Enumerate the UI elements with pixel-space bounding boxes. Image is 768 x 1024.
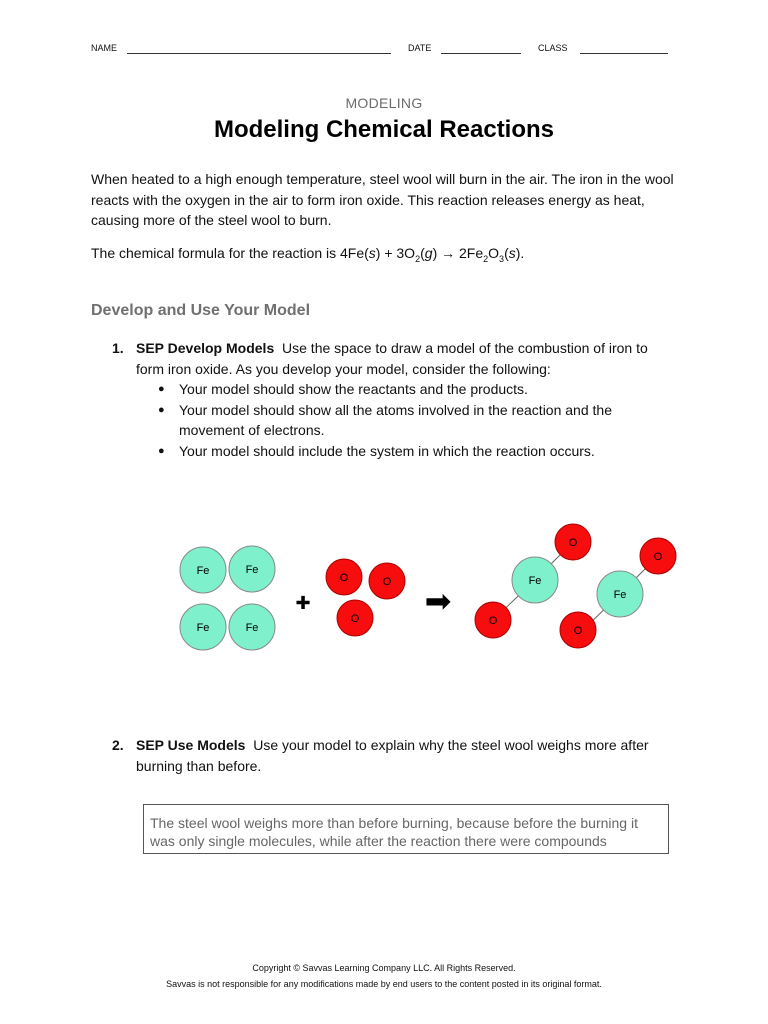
intro-paragraph: When heated to a high enough temperature, steel wool will burn in the air. The iron in the wool reacts with the oxygen in the air to form iron oxide. This reaction releases energy as heat, causing more of the steel wool to burn. <box>91 171 674 228</box>
svg-text:Fe: Fe <box>196 565 210 577</box>
formula-state-s: s <box>368 245 376 261</box>
answer-textbox[interactable]: The steel wool weighs more than before burning, because before the burning it was only single molecules, while after the reaction there were compounds <box>143 804 669 854</box>
question-body <box>136 338 678 379</box>
name-label: NAME <box>91 43 118 53</box>
svg-text:Fe: Fe <box>245 564 259 576</box>
formula-text: ). <box>515 245 525 261</box>
svg-text:O: O <box>382 576 392 588</box>
formula-text: The chemical formula for the reaction is 4Fe( <box>91 245 369 261</box>
formula-subscript: 2 <box>483 253 489 264</box>
product-iron-oxide <box>475 524 676 648</box>
fe-atom <box>229 604 275 650</box>
date-label: DATE <box>408 43 432 53</box>
svg-text:O: O <box>653 551 663 563</box>
section-heading: Develop and Use Your Model <box>91 302 311 319</box>
formula-state-s: s <box>508 245 516 261</box>
fe-atom <box>180 547 226 593</box>
question-label: SEP Develop Models <box>136 340 275 356</box>
formula-text: ( <box>504 245 509 261</box>
fe-atom <box>597 571 643 617</box>
o-atom <box>560 612 596 648</box>
question-number: 2. <box>112 737 124 753</box>
fe-atom <box>180 604 226 650</box>
fe-atom <box>512 557 558 603</box>
formula-text: ) → 2Fe <box>432 245 484 261</box>
list-item <box>158 441 678 462</box>
copyright-line: Copyright © Savvas Learning Company LLC. All Rights Reserved. <box>252 963 516 973</box>
bullet-icon: ● <box>158 383 165 395</box>
formula-line <box>91 243 677 269</box>
section-kicker: MODELING <box>345 95 423 111</box>
question-label: SEP Use Models <box>136 737 246 753</box>
plus-icon: ✚ <box>295 593 311 614</box>
svg-text:O: O <box>350 613 360 625</box>
reactant-iron-atoms <box>180 546 275 650</box>
o-atom <box>475 602 511 638</box>
question-number: 1. <box>112 340 124 356</box>
formula-state-g: g <box>424 245 433 261</box>
formula-subscript: 3 <box>499 253 505 264</box>
o-atom <box>555 524 591 560</box>
o-atom <box>640 538 676 574</box>
page-title: Modeling Chemical Reactions <box>213 116 555 143</box>
svg-text:Fe: Fe <box>245 622 259 634</box>
svg-text:Fe: Fe <box>613 589 627 601</box>
svg-text:O: O <box>339 572 349 584</box>
reaction-model-drawing <box>170 510 682 655</box>
class-label: CLASS <box>538 43 568 53</box>
formula-text: ( <box>420 245 425 261</box>
formula-subscript: 2 <box>415 253 421 264</box>
svg-text:O: O <box>488 615 498 627</box>
svg-text:O: O <box>568 537 578 549</box>
formula-text: O <box>488 245 500 261</box>
bullet-icon: ● <box>158 444 165 457</box>
fe-atom <box>229 546 275 592</box>
svg-text:O: O <box>573 625 583 637</box>
formula-text: ) + 3O <box>375 245 416 261</box>
bullet-list <box>158 379 678 461</box>
question-text: Use your model to explain why the steel wool weighs more after burning than before. <box>136 737 649 774</box>
arrow-right-icon: ➡ <box>424 582 452 620</box>
svg-text:Fe: Fe <box>528 575 542 587</box>
bullet-text: Your model should show the reactants and the products. <box>179 381 528 397</box>
bullet-icon: ● <box>158 403 165 416</box>
bullet-text: Your model should show all the atoms involved in the reaction and the movement of electrons. <box>179 401 612 438</box>
name-field[interactable] <box>127 53 391 54</box>
svg-text:Fe: Fe <box>196 622 210 634</box>
list-item <box>158 400 678 441</box>
o-atom <box>337 600 373 636</box>
o-atom <box>326 559 362 595</box>
question-body <box>136 735 678 776</box>
reactant-oxygen-atoms <box>326 559 405 636</box>
question-text: Use the space to draw a model of the combustion of iron to form iron oxide. As you develop your model, consider the following: <box>136 340 648 377</box>
date-field[interactable] <box>441 53 521 54</box>
question-1 <box>112 338 678 468</box>
question-2 <box>112 735 678 777</box>
o-atom <box>369 563 405 599</box>
class-field[interactable] <box>580 53 668 54</box>
bullet-text: Your model should include the system in which the reaction occurs. <box>179 442 595 459</box>
disclaimer-line: Savvas is not responsible for any modifications made by end users to the content posted in its original format. <box>166 979 602 989</box>
list-item <box>158 379 678 400</box>
worksheet-header <box>91 43 671 57</box>
